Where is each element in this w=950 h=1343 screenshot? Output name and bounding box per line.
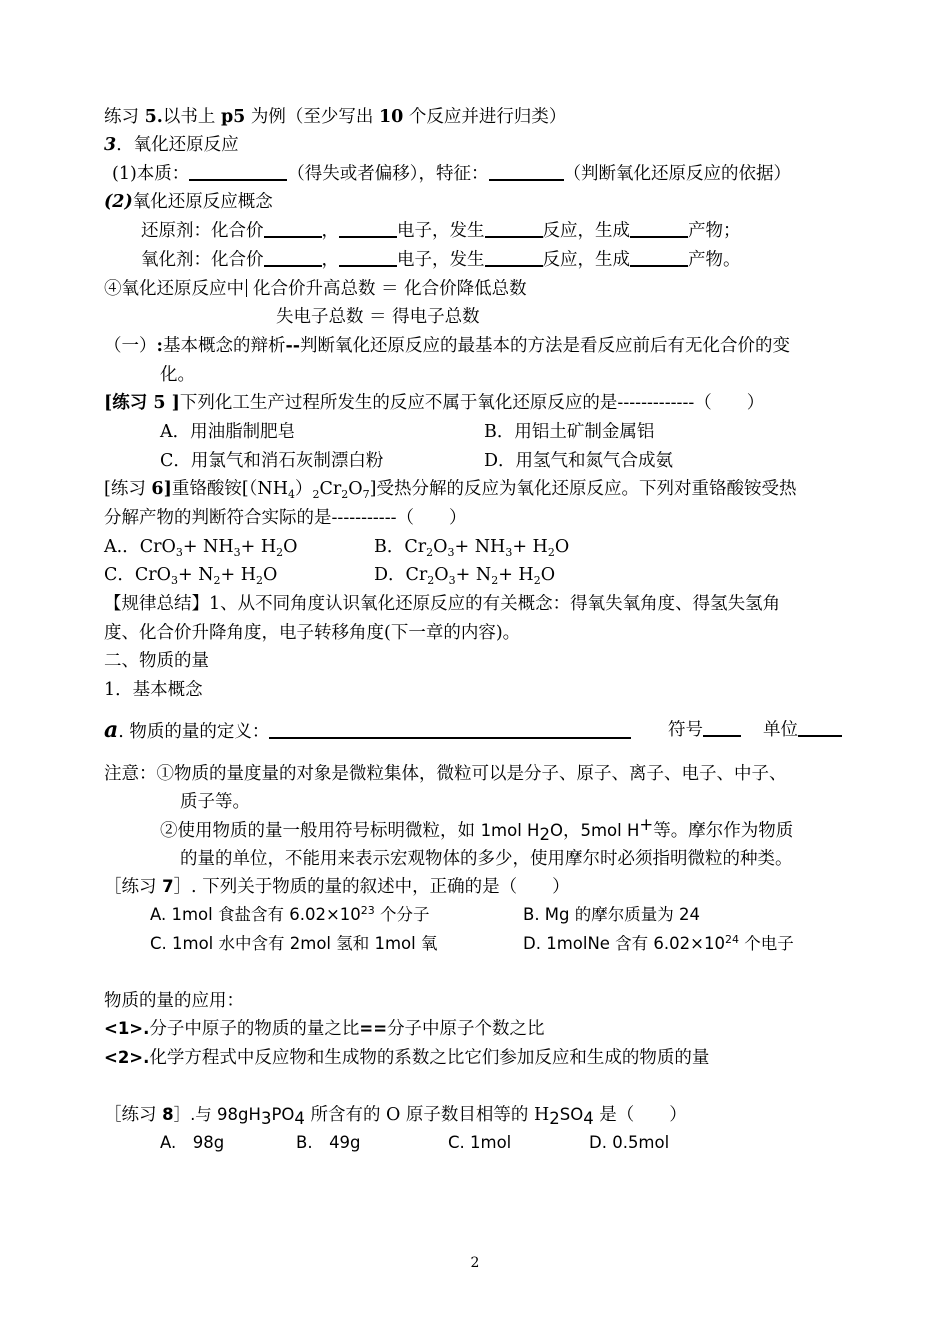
fill-blank[interactable]: [269, 721, 631, 739]
formula: O: [554, 537, 570, 557]
option-d[interactable]: [374, 563, 555, 587]
subscript: 2: [341, 488, 349, 501]
formula: O: [540, 565, 556, 585]
formula: O: [433, 537, 448, 557]
text: 练习: [104, 107, 145, 127]
text: ［练习: [104, 1105, 163, 1125]
formula: + H: [220, 565, 257, 585]
section-title: ．氧化还原反应: [116, 135, 239, 155]
formula: + H: [498, 565, 534, 585]
formula: + N: [178, 565, 214, 585]
option-d[interactable]: D. 0.5mol: [589, 1133, 670, 1152]
text: 反应，生成: [542, 221, 630, 241]
note-2: [160, 815, 794, 844]
conservation-line-2: 失电子总数 ＝ 得电子总数: [276, 307, 480, 327]
option-d[interactable]: D．用氢气和氮气合成氨: [484, 451, 674, 471]
formula: O: [263, 565, 278, 585]
formula: + N: [455, 565, 492, 585]
superscript: 23: [360, 904, 375, 917]
section-heading-2: 二、物质的量: [104, 651, 209, 671]
oxidizing-agent-line: [141, 248, 741, 272]
text: ④氧化还原反应中: [104, 279, 244, 299]
text: 重铬酸铵[（NH: [171, 479, 289, 499]
option-c[interactable]: C．用氯气和消石灰制漂白粉: [160, 451, 384, 471]
text: ］.与 98gH: [173, 1105, 261, 1124]
option-c[interactable]: [104, 563, 277, 587]
text: 电子，发生: [397, 250, 485, 270]
formula: SO: [559, 1105, 584, 1124]
option-a[interactable]: [104, 535, 297, 559]
text: 以书上: [162, 107, 221, 127]
item-marker: a: [104, 717, 119, 743]
text: 个分子: [374, 905, 430, 924]
text: D. 1molNe 含有 6.02×10: [523, 934, 725, 953]
concept-heading: [104, 190, 273, 214]
text: ）: [295, 479, 313, 499]
option-d[interactable]: [523, 932, 794, 956]
text: 判断氧化还原反应的最基本的方法是看反应前后有无化合价的变: [300, 336, 790, 356]
subscript: 2: [312, 488, 320, 501]
note-1: 注意：①物质的量度量的对象是微粒集体，微粒可以是分子、原子、离子、电子、中子、: [104, 764, 787, 784]
note-1-cont: 质子等。: [180, 792, 250, 812]
subscript: 2: [213, 574, 221, 587]
subscript: 7: [362, 488, 370, 501]
text: 个电子: [739, 934, 794, 953]
text: 1mol H: [480, 821, 540, 840]
fill-blank[interactable]: [264, 249, 322, 267]
text: ，: [321, 221, 339, 241]
text: 氧化剂：化合价: [141, 250, 264, 270]
subscript: 3: [505, 546, 513, 559]
text: 是（ ）: [593, 1105, 687, 1125]
formula: Cr: [405, 565, 428, 585]
subscript: 3: [171, 574, 178, 587]
item-marker: <2>.: [104, 1048, 150, 1067]
option-letter: A.．: [104, 537, 140, 557]
definition-line: [104, 718, 631, 744]
text: . 物质的量的定义：: [118, 722, 270, 742]
text: 化学方程式中反应物和生成物的系数之比它们参加反应和生成的物质的量: [149, 1048, 710, 1068]
subscript: 2: [256, 574, 264, 587]
text: ］. 下列关于物质的量的叙述中，正确的是（ ）: [173, 877, 570, 897]
exercise-number: 7: [162, 877, 174, 896]
exercise-label: [练习 5 ]: [104, 393, 180, 413]
formula: O: [283, 537, 298, 557]
subscript: 3: [447, 546, 455, 559]
text: [练习: [104, 479, 152, 499]
item-marker: <1>.: [104, 1019, 150, 1038]
formula: PO: [271, 1105, 295, 1124]
fill-blank[interactable]: [798, 719, 842, 737]
formula: + NH: [454, 537, 506, 557]
subscript: 2: [549, 1109, 560, 1128]
subscript: 2: [539, 825, 550, 844]
subscript: 2: [547, 546, 555, 559]
option-b[interactable]: B. 49g: [296, 1133, 361, 1152]
text-bold: --: [285, 336, 300, 356]
rule-summary: [104, 592, 780, 616]
formula: + H: [512, 537, 548, 557]
fill-blank[interactable]: [630, 220, 688, 238]
fill-blank[interactable]: [339, 220, 397, 238]
section-3-heading: [104, 133, 239, 157]
text: 反应，生成: [542, 250, 630, 270]
subscript: 4: [294, 1109, 305, 1128]
essence-line: [112, 162, 791, 186]
subscript: 3: [260, 1109, 272, 1128]
fill-blank[interactable]: [703, 719, 741, 737]
exercise-8-question: [104, 1103, 687, 1127]
text: （得失或者偏移），特征：: [287, 164, 489, 184]
text: 分子中原子的物质的量之比: [149, 1019, 360, 1039]
text-bold: 10: [378, 107, 404, 127]
text: 1、从不同角度认识氧化还原反应的有关概念：得氧失氧角度、得氢失氢角: [209, 594, 781, 614]
text-bold: ==: [359, 1019, 388, 1038]
fill-blank[interactable]: [485, 220, 543, 238]
exercise-number: 8: [162, 1105, 174, 1124]
text: A. 1mol 食盐含有 6.02×10: [150, 905, 361, 924]
item-number: (2): [104, 192, 133, 212]
text: ［练习: [104, 877, 163, 897]
page-number: 2: [470, 1255, 480, 1271]
text: 化合价升高总数 ＝ 化合价降低总数: [253, 279, 527, 299]
subsection-heading: 1．基本概念: [104, 680, 203, 700]
subscript: 2: [426, 546, 434, 559]
option-b[interactable]: [374, 535, 569, 559]
question-text: 下列化工生产过程所发生的反应不属于氧化还原反应的是-------------（ ）: [179, 393, 765, 413]
text: C. 1mol 水中含有 2mol 氢和 1mol 氧: [150, 934, 438, 953]
text: 基本概念的辩析: [162, 336, 286, 356]
subscript: 2: [276, 546, 284, 559]
subscript: 4: [288, 488, 296, 501]
item-title: 氧化还原反应概念: [132, 192, 273, 212]
subscript: 2: [491, 574, 499, 587]
concept-analysis-cont: 化。: [160, 365, 195, 385]
text: （一）: [104, 336, 157, 356]
symbol-unit: [668, 718, 842, 742]
option-b[interactable]: B．用铝土矿制金属铝: [484, 422, 655, 442]
text: 电子，发生: [397, 221, 485, 241]
text: 产物。: [688, 250, 741, 270]
conservation-line-1: [104, 277, 527, 301]
text: 等。摩尔作为物质: [653, 821, 794, 841]
subscript: 3: [448, 574, 456, 587]
applications-heading: 物质的量的应用：: [104, 991, 244, 1011]
fill-blank[interactable]: [489, 163, 564, 181]
text: B. Mg 的摩尔质量为 24: [523, 905, 701, 924]
text: 分子中原子个数之比: [387, 1019, 545, 1039]
formula: + H: [240, 537, 277, 557]
text: (1)本质：: [112, 164, 190, 184]
text: O: [549, 821, 563, 840]
text: ，: [562, 821, 581, 841]
fill-blank[interactable]: [264, 220, 322, 238]
text: ，: [321, 250, 339, 270]
text: 为例（至少写出: [245, 107, 379, 127]
option-letter: B．: [374, 537, 405, 557]
exercise-5-intro: [104, 105, 566, 129]
superscript: 24: [725, 933, 739, 946]
exercise-6-question-cont: 分解产物的判断符合实际的是-----------（ ）: [104, 508, 467, 528]
exercise-6-question: [104, 477, 796, 501]
subscript: 2: [533, 574, 541, 587]
option-a[interactable]: A．用油脂制肥皂: [160, 422, 296, 442]
formula: O: [434, 565, 449, 585]
exercise-7-question: [104, 875, 570, 899]
text: 符号: [668, 720, 703, 740]
summary-label: 【规律总结】: [104, 594, 209, 614]
exercise-5-question: [104, 391, 764, 415]
text-bold: p5: [220, 107, 246, 127]
text-bold: 5.: [144, 107, 163, 127]
superscript: +: [639, 815, 654, 834]
text-bold: 6]: [151, 479, 172, 499]
text-cursor-bar: [246, 279, 247, 297]
text-bold: :: [156, 336, 163, 356]
option-a[interactable]: A. 98g: [160, 1133, 225, 1152]
option-letter: D．: [374, 565, 406, 585]
option-c[interactable]: [150, 932, 438, 956]
text: 5mol H: [580, 821, 640, 840]
text: ]受热分解的反应为氧化还原反应。下列对重铬酸铵受热: [369, 479, 797, 499]
text: Cr: [319, 479, 342, 499]
application-2: [104, 1046, 709, 1070]
option-c[interactable]: C. 1mol: [448, 1133, 512, 1152]
reducing-agent-line: [141, 219, 741, 243]
subscript: 4: [583, 1109, 594, 1128]
formula: Cr: [404, 537, 427, 557]
text: 单位: [763, 720, 798, 740]
text: O: [348, 479, 363, 499]
subscript: 3: [233, 546, 241, 559]
option-letter: C．: [104, 565, 135, 585]
subscript: 2: [427, 574, 435, 587]
fill-blank[interactable]: [630, 249, 688, 267]
text: 还原剂：化合价: [141, 221, 264, 241]
fill-blank[interactable]: [189, 163, 287, 181]
option-b[interactable]: [523, 903, 700, 927]
application-1: [104, 1017, 545, 1041]
section-number: 3: [104, 135, 117, 155]
note-2-cont: 的量的单位，不能用来表示宏观物体的多少，使用摩尔时必须指明微粒的种类。: [180, 849, 793, 869]
fill-blank[interactable]: [485, 249, 543, 267]
concept-analysis-line: [104, 334, 790, 358]
text: （判断氧化还原反应的依据）: [563, 164, 792, 184]
text: 产物；: [688, 221, 741, 241]
text: 所含有的 O 原子数目相等的 H: [304, 1105, 550, 1125]
text: 个反应并进行归类）: [403, 107, 567, 127]
formula: + NH: [182, 537, 234, 557]
text: ②使用物质的量一般用符号标明微粒，如: [160, 821, 481, 841]
rule-summary-cont: 度、化合价升降角度，电子转移角度(下一章的内容)。: [104, 623, 521, 643]
formula: CrO: [134, 565, 171, 585]
fill-blank[interactable]: [339, 249, 397, 267]
option-a[interactable]: [150, 903, 430, 927]
formula: CrO: [139, 537, 176, 557]
subscript: 3: [175, 546, 183, 559]
